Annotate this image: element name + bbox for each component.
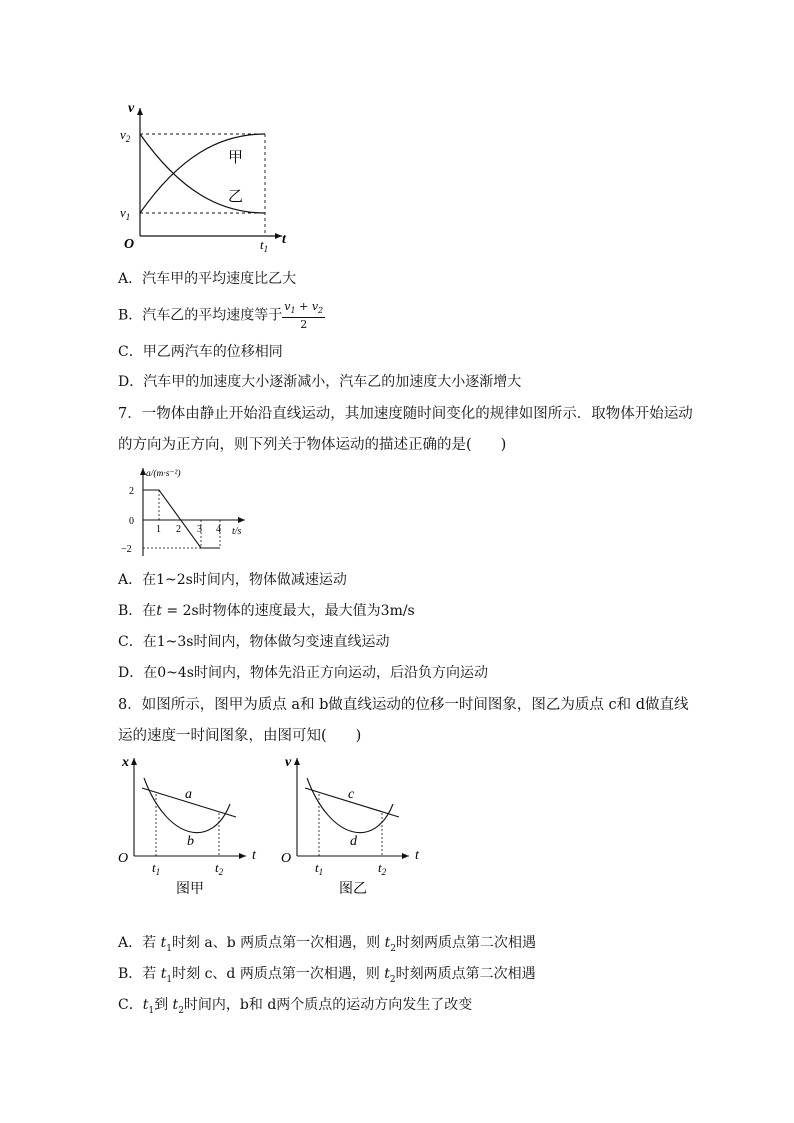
- q8-yi-x-label: t: [415, 848, 419, 863]
- q8-option-b: B．若 $t_1$时刻 c、d 两质点第一次相遇，则 $t_2$时刻两质点第二次相遇: [118, 966, 536, 985]
- q6-v2-label: $v_2$: [120, 127, 131, 144]
- q7-acceleration-line: [143, 490, 220, 548]
- q8-jia-label-b: b: [187, 834, 194, 849]
- q7-stem-line1: 7．一物体由静止开始沿直线运动，其加速度随时间变化的规律如图所示．取物体开始运动: [118, 406, 693, 422]
- q8-yi-y-label: v: [285, 755, 292, 770]
- q6-option-b: [118, 300, 325, 331]
- q6-v1-label: $v_1$: [120, 205, 131, 222]
- q7-option-b: B．在t = 2s时物体的速度最大，最大值为3m/s: [118, 603, 415, 619]
- q7-x-tick-1: 1: [156, 524, 161, 535]
- q8-figure-yi: [275, 750, 435, 900]
- q8-option-a: A．若 $t_1$时刻 a、b 两质点第一次相遇，则 $t_2$时刻两质点第二次相遇: [118, 935, 536, 954]
- q7-option-a: A．在1~2s时间内，物体做减速运动: [118, 572, 347, 588]
- q7-y-tick-2: 2: [129, 486, 134, 497]
- q8-jia-t1-label: $t_1$: [152, 860, 161, 877]
- q8-yi-label-c: c: [348, 787, 355, 802]
- q6-vt-graph: [110, 96, 300, 256]
- q8-figure-jia: [112, 750, 272, 900]
- q7-at-graph: [115, 462, 260, 562]
- q6-origin-label: O: [124, 237, 135, 252]
- q8-yi-t1-label: $t_1$: [315, 860, 324, 877]
- q8-jia-y-label: x: [122, 755, 129, 770]
- q6-label-jia: 甲: [228, 150, 244, 166]
- q8-jia-origin: O: [118, 851, 129, 866]
- q6-y-label: v: [128, 101, 135, 116]
- q6-option-a: A．汽车甲的平均速度比乙大: [118, 271, 297, 287]
- q8-yi-caption: 图乙: [339, 882, 367, 897]
- q7-y-tick-0: 0: [129, 516, 134, 527]
- q7-y-label: a/(m·s⁻²): [146, 469, 181, 479]
- q8-jia-x-label: t: [252, 848, 256, 863]
- q6-curve-jia: [140, 134, 265, 213]
- q7-option-c: C．在1~3s时间内，物体做匀变速直线运动: [118, 634, 390, 650]
- q6-label-yi: 乙: [228, 189, 244, 205]
- q6-curve-yi: [140, 134, 265, 213]
- q8-yi-origin: O: [281, 851, 292, 866]
- q7-x-label: t/s: [232, 526, 242, 537]
- q7-x-tick-4: 4: [216, 524, 221, 535]
- q6-option-b-fraction: $\frac{v_1 + v_2}{2}$: [284, 300, 324, 332]
- q8-stem-line1: 8．如图所示，图甲为质点 a和 b做直线运动的位移一时间图象，图乙为质点 c和 d做直线: [118, 697, 689, 713]
- q8-jia-t2-label: $t_2$: [215, 860, 224, 877]
- q7-option-d: D．在0~4s时间内，物体先沿正方向运动，后沿负方向运动: [118, 665, 488, 681]
- q7-y-tick-m2: −2: [121, 544, 132, 555]
- q6-option-b-text: B．汽车乙的平均速度等于: [118, 307, 283, 324]
- q8-yi-t2-label: $t_2$: [378, 860, 387, 877]
- q8-jia-label-a: a: [185, 787, 192, 802]
- q7-x-tick-3: 3: [197, 524, 202, 535]
- q7-stem-line2: 的方向为正方向，则下列关于物体运动的描述正确的是( ): [118, 437, 507, 453]
- q6-x-label: t: [282, 232, 286, 247]
- q8-yi-label-d: d: [350, 834, 357, 849]
- q6-option-d: D．汽车甲的加速度大小逐渐减小，汽车乙的加速度大小逐渐增大: [118, 374, 522, 390]
- q8-jia-caption: 图甲: [176, 882, 204, 897]
- q8-stem-line2: 运的速度一时间图象，由图可知( ): [118, 728, 362, 744]
- q7-x-tick-2: 2: [176, 524, 181, 535]
- q6-t1-label: $t_1$: [260, 237, 269, 254]
- q8-option-c: C．$t_1$到 $t_2$时间内，b和 d两个质点的运动方向发生了改变: [118, 997, 473, 1016]
- q6-option-c: C．甲乙两汽车的位移相同: [118, 344, 283, 360]
